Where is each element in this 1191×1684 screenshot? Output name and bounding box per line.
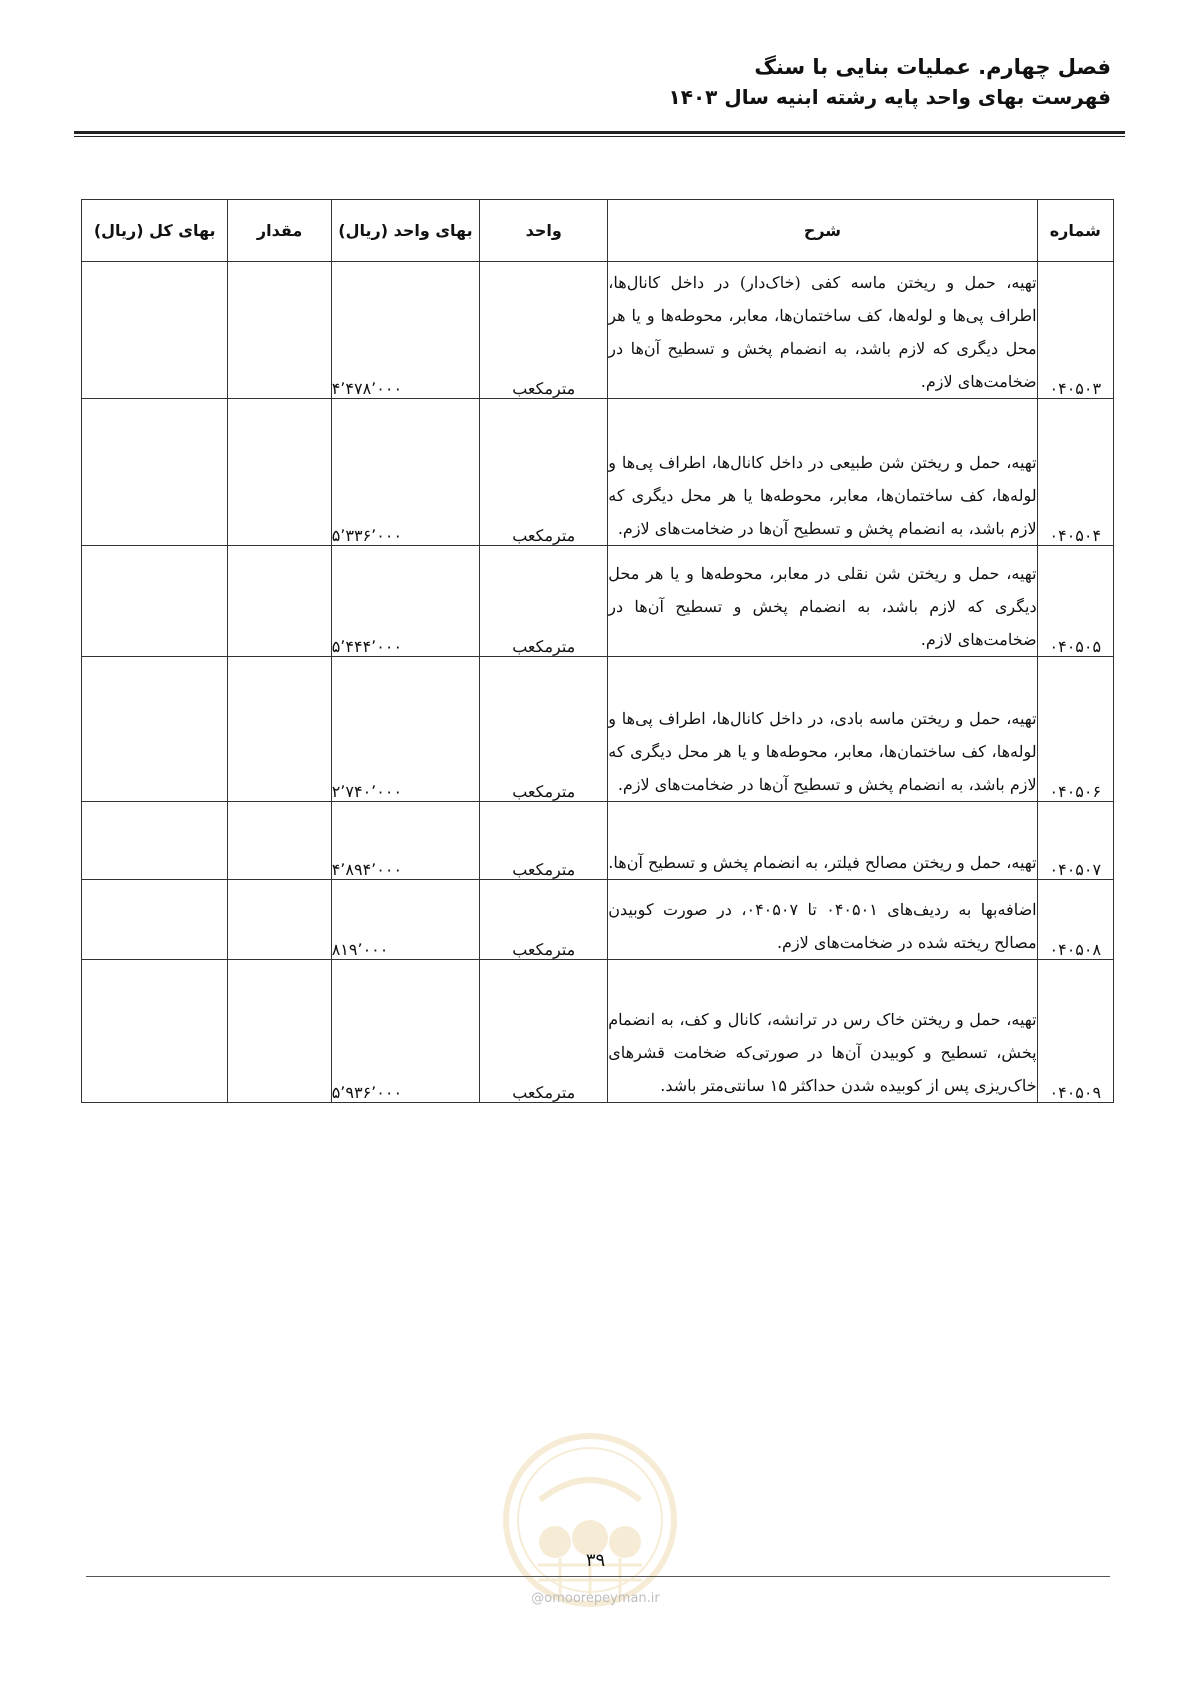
row-total-price: [82, 399, 228, 546]
page-number: ۳۹: [585, 1550, 606, 1571]
row-unit: مترمکعب: [480, 262, 608, 399]
chapter-title: فصل چهارم. عملیات بنایی با سنگ: [754, 55, 1111, 79]
row-unit-price: ۵٬۴۴۴٬۰۰۰: [331, 546, 480, 657]
row-code: ۰۴۰۵۰۷: [1037, 802, 1113, 880]
row-description: تهیه، حمل و ریختن ماسه بادی، در داخل کانال‌ها، اطراف پی‌ها و لوله‌ها، کف ساختمان‌ها، معابر، محوطه‌ها و یا هر محل دیگری که لازم باشد، به انضمام پخش و تسطیح آن‌ها در ضخامت‌های لازم.: [608, 657, 1037, 802]
row-quantity: [228, 399, 331, 546]
page-header: [80, 52, 1111, 112]
row-unit-price: ۵٬۹۳۶٬۰۰۰: [331, 960, 480, 1103]
footer-site-link[interactable]: @omoorepeyman.ir: [531, 1591, 660, 1606]
table-row: [82, 802, 1114, 880]
row-unit-price: ۵٬۳۳۶٬۰۰۰: [331, 399, 480, 546]
row-unit-price: ۴٬۴۷۸٬۰۰۰: [331, 262, 480, 399]
table-row: [82, 546, 1114, 657]
header-total-price: بهای کل (ریال): [82, 200, 228, 262]
row-total-price: [82, 960, 228, 1103]
price-list-table: [81, 199, 1114, 1103]
header-unit-price: بهای واحد (ریال): [331, 200, 480, 262]
row-code: ۰۴۰۵۰۸: [1037, 880, 1113, 960]
footer-rule: [86, 1576, 1110, 1577]
watermark-seal-icon: [500, 1430, 680, 1610]
header-unit: واحد: [480, 200, 608, 262]
row-quantity: [228, 546, 331, 657]
header-rule-thin: [74, 136, 1125, 137]
row-total-price: [82, 657, 228, 802]
row-unit-price: ۴٬۸۹۴٬۰۰۰: [331, 802, 480, 880]
row-description: تهیه، حمل و ریختن شن نقلی در معابر، محوطه‌ها و یا هر محل دیگری که لازم باشد، به انضمام پخش و تسطیح آن‌ها در ضخامت‌های لازم.: [608, 546, 1037, 657]
row-total-price: [82, 546, 228, 657]
table-row: [82, 262, 1114, 399]
row-code: ۰۴۰۵۰۶: [1037, 657, 1113, 802]
header-quantity: مقدار: [228, 200, 331, 262]
row-description: تهیه، حمل و ریختن ماسه کفی (خاک‌دار) در داخل کانال‌ها، اطراف پی‌ها و لوله‌ها، کف ساختمان‌ها، معابر، محوطه‌ها و یا هر محل دیگری که لازم باشد، به انضمام پخش و تسطیح آن‌ها در ضخامت‌های لازم.: [608, 262, 1037, 399]
row-unit: مترمکعب: [480, 960, 608, 1103]
header-description: شرح: [608, 200, 1037, 262]
row-code: ۰۴۰۵۰۳: [1037, 262, 1113, 399]
row-total-price: [82, 262, 228, 399]
row-quantity: [228, 262, 331, 399]
row-quantity: [228, 960, 331, 1103]
row-description: تهیه، حمل و ریختن شن طبیعی در داخل کانال‌ها، اطراف پی‌ها و لوله‌ها، کف ساختمان‌ها، معابر، محوطه‌ها یا هر محل دیگری که لازم باشد، به انضمام پخش و تسطیح آن‌ها در ضخامت‌های لازم.: [608, 399, 1037, 546]
row-total-price: [82, 880, 228, 960]
row-unit: مترمکعب: [480, 657, 608, 802]
row-code: ۰۴۰۵۰۹: [1037, 960, 1113, 1103]
row-quantity: [228, 657, 331, 802]
row-description: تهیه، حمل و ریختن خاک رس در ترانشه، کانال و کف، به انضمام پخش، تسطیح و کوبیدن آن‌ها در صورتی‌که ضخامت قشرهای خاک‌ریزی پس از کوبیده شدن حداکثر ۱۵ سانتی‌متر باشد.: [608, 960, 1037, 1103]
row-unit-price: ۸۱۹٬۰۰۰: [331, 880, 480, 960]
row-code: ۰۴۰۵۰۴: [1037, 399, 1113, 546]
table-header-row: [82, 200, 1114, 262]
row-unit: مترمکعب: [480, 399, 608, 546]
row-description: اضافه‌بها به ردیف‌های ۰۴۰۵۰۱ تا ۰۴۰۵۰۷، در صورت کوبیدن مصالح ریخته شده در ضخامت‌های لازم.: [608, 880, 1037, 960]
row-unit: مترمکعب: [480, 802, 608, 880]
row-unit: مترمکعب: [480, 880, 608, 960]
header-code: شماره: [1037, 200, 1113, 262]
row-unit-price: ۲٬۷۴۰٬۰۰۰: [331, 657, 480, 802]
header-rule-thick: [74, 131, 1125, 134]
row-quantity: [228, 880, 331, 960]
table-row: [82, 960, 1114, 1103]
row-total-price: [82, 802, 228, 880]
table-row: [82, 399, 1114, 546]
row-code: ۰۴۰۵۰۵: [1037, 546, 1113, 657]
document-subtitle: فهرست بهای واحد پایه رشته ابنیه سال ۱۴۰۳: [668, 85, 1111, 109]
row-quantity: [228, 802, 331, 880]
row-unit: مترمکعب: [480, 546, 608, 657]
row-description: تهیه، حمل و ریختن مصالح فیلتر، به انضمام پخش و تسطیح آن‌ها.: [608, 802, 1037, 880]
table-row: [82, 880, 1114, 960]
table-row: [82, 657, 1114, 802]
